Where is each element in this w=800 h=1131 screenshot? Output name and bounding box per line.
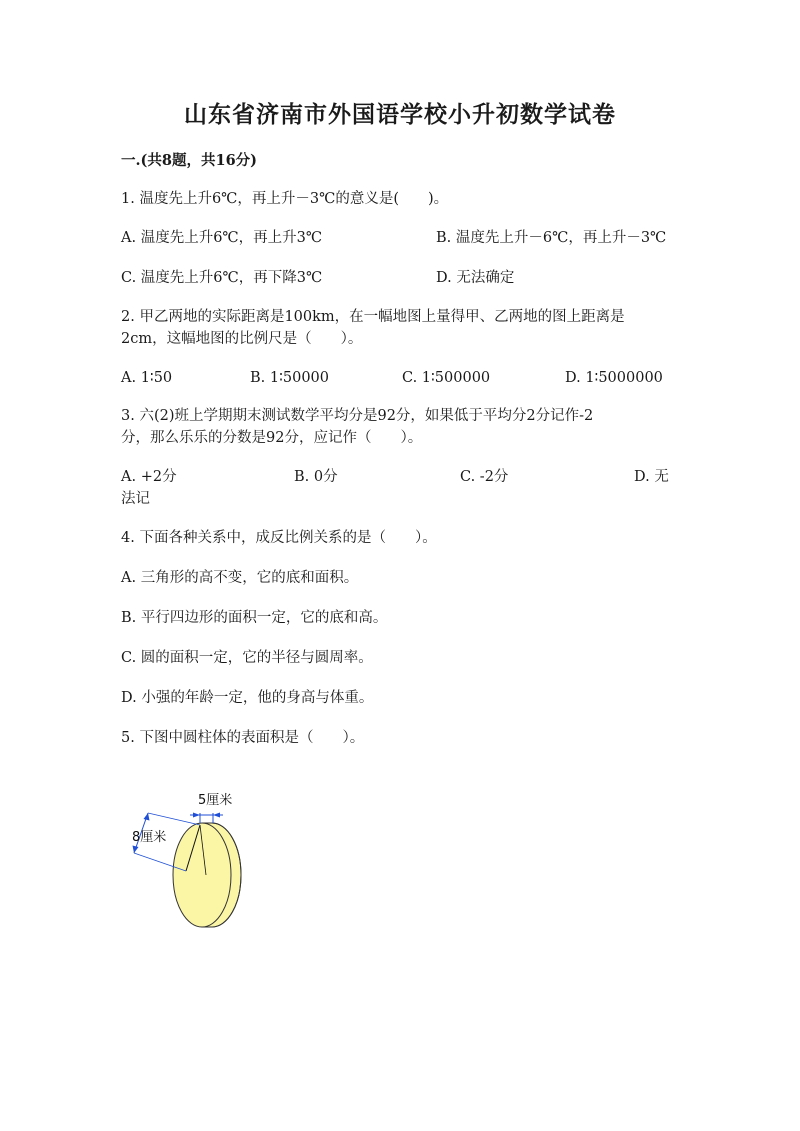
radius-label: 8厘米 <box>132 830 167 845</box>
question-2-option-d: D. 1∶5000000 <box>565 370 663 386</box>
radius-arrow-top <box>144 813 150 821</box>
question-2-option-c: C. 1∶500000 <box>402 370 491 386</box>
question-2-stem-line-1: 2. 甲乙两地的实际距离是100km，在一幅地图上量得甲、乙两地的图上距离是 <box>121 309 625 325</box>
question-1-option-d: D. 无法确定 <box>436 270 515 286</box>
page-title: 山东省济南市外国语学校小升初数学试卷 <box>184 101 616 128</box>
question-2-option-a: A. 1∶50 <box>121 370 173 386</box>
height-arrow-right <box>213 813 220 818</box>
question-1-stem: 1. 温度先上升6℃，再上升－3℃的意义是( )。 <box>121 191 449 207</box>
question-2-stem-line-2: 2cm，这幅地图的比例尺是（ ）。 <box>121 331 363 347</box>
question-1-option-a: A. 温度先上升6℃，再上升3℃ <box>121 230 323 246</box>
question-4-option-b: B. 平行四边形的面积一定，它的底和高。 <box>121 610 388 626</box>
height-label: 5厘米 <box>198 793 233 808</box>
question-4-option-c: C. 圆的面积一定，它的半径与圆周率。 <box>121 650 373 666</box>
question-2-option-b: B. 1∶50000 <box>250 370 329 386</box>
radius-arrow-bottom <box>133 846 139 854</box>
height-arrow-left <box>193 813 200 818</box>
cylinder-figure <box>120 785 260 935</box>
question-3-option-a: A. +2分 <box>121 469 177 485</box>
question-4-option-a: A. 三角形的高不变，它的底和面积。 <box>121 570 359 586</box>
question-3-option-c: C. -2分 <box>460 469 509 485</box>
question-4-option-d: D. 小强的年龄一定，他的身高与体重。 <box>121 690 374 706</box>
question-5-stem: 5. 下图中圆柱体的表面积是（ ）。 <box>121 730 365 746</box>
question-1-option-c: C. 温度先上升6℃，再下降3℃ <box>121 270 323 286</box>
cylinder-diagram <box>120 785 260 935</box>
question-1-option-b: B. 温度先上升－6℃，再上升－3℃ <box>436 230 667 246</box>
section-heading: 一.(共8题，共16分) <box>121 152 258 169</box>
question-3-stem-line-1: 3. 六(2)班上学期期末测试数学平均分是92分，如果低于平均分2分记作-2 <box>121 408 594 424</box>
height-dimension <box>190 813 223 824</box>
question-3-option-d: D. 无 <box>634 469 669 485</box>
question-4-stem: 4. 下面各种关系中，成反比例关系的是（ ）。 <box>121 530 437 546</box>
question-3-stem-line-2: 分，那么乐乐的分数是92分，应记作（ ）。 <box>121 430 423 446</box>
question-3-option-b: B. 0分 <box>294 469 338 485</box>
question-3-option-d-continued: 法记 <box>121 491 150 507</box>
